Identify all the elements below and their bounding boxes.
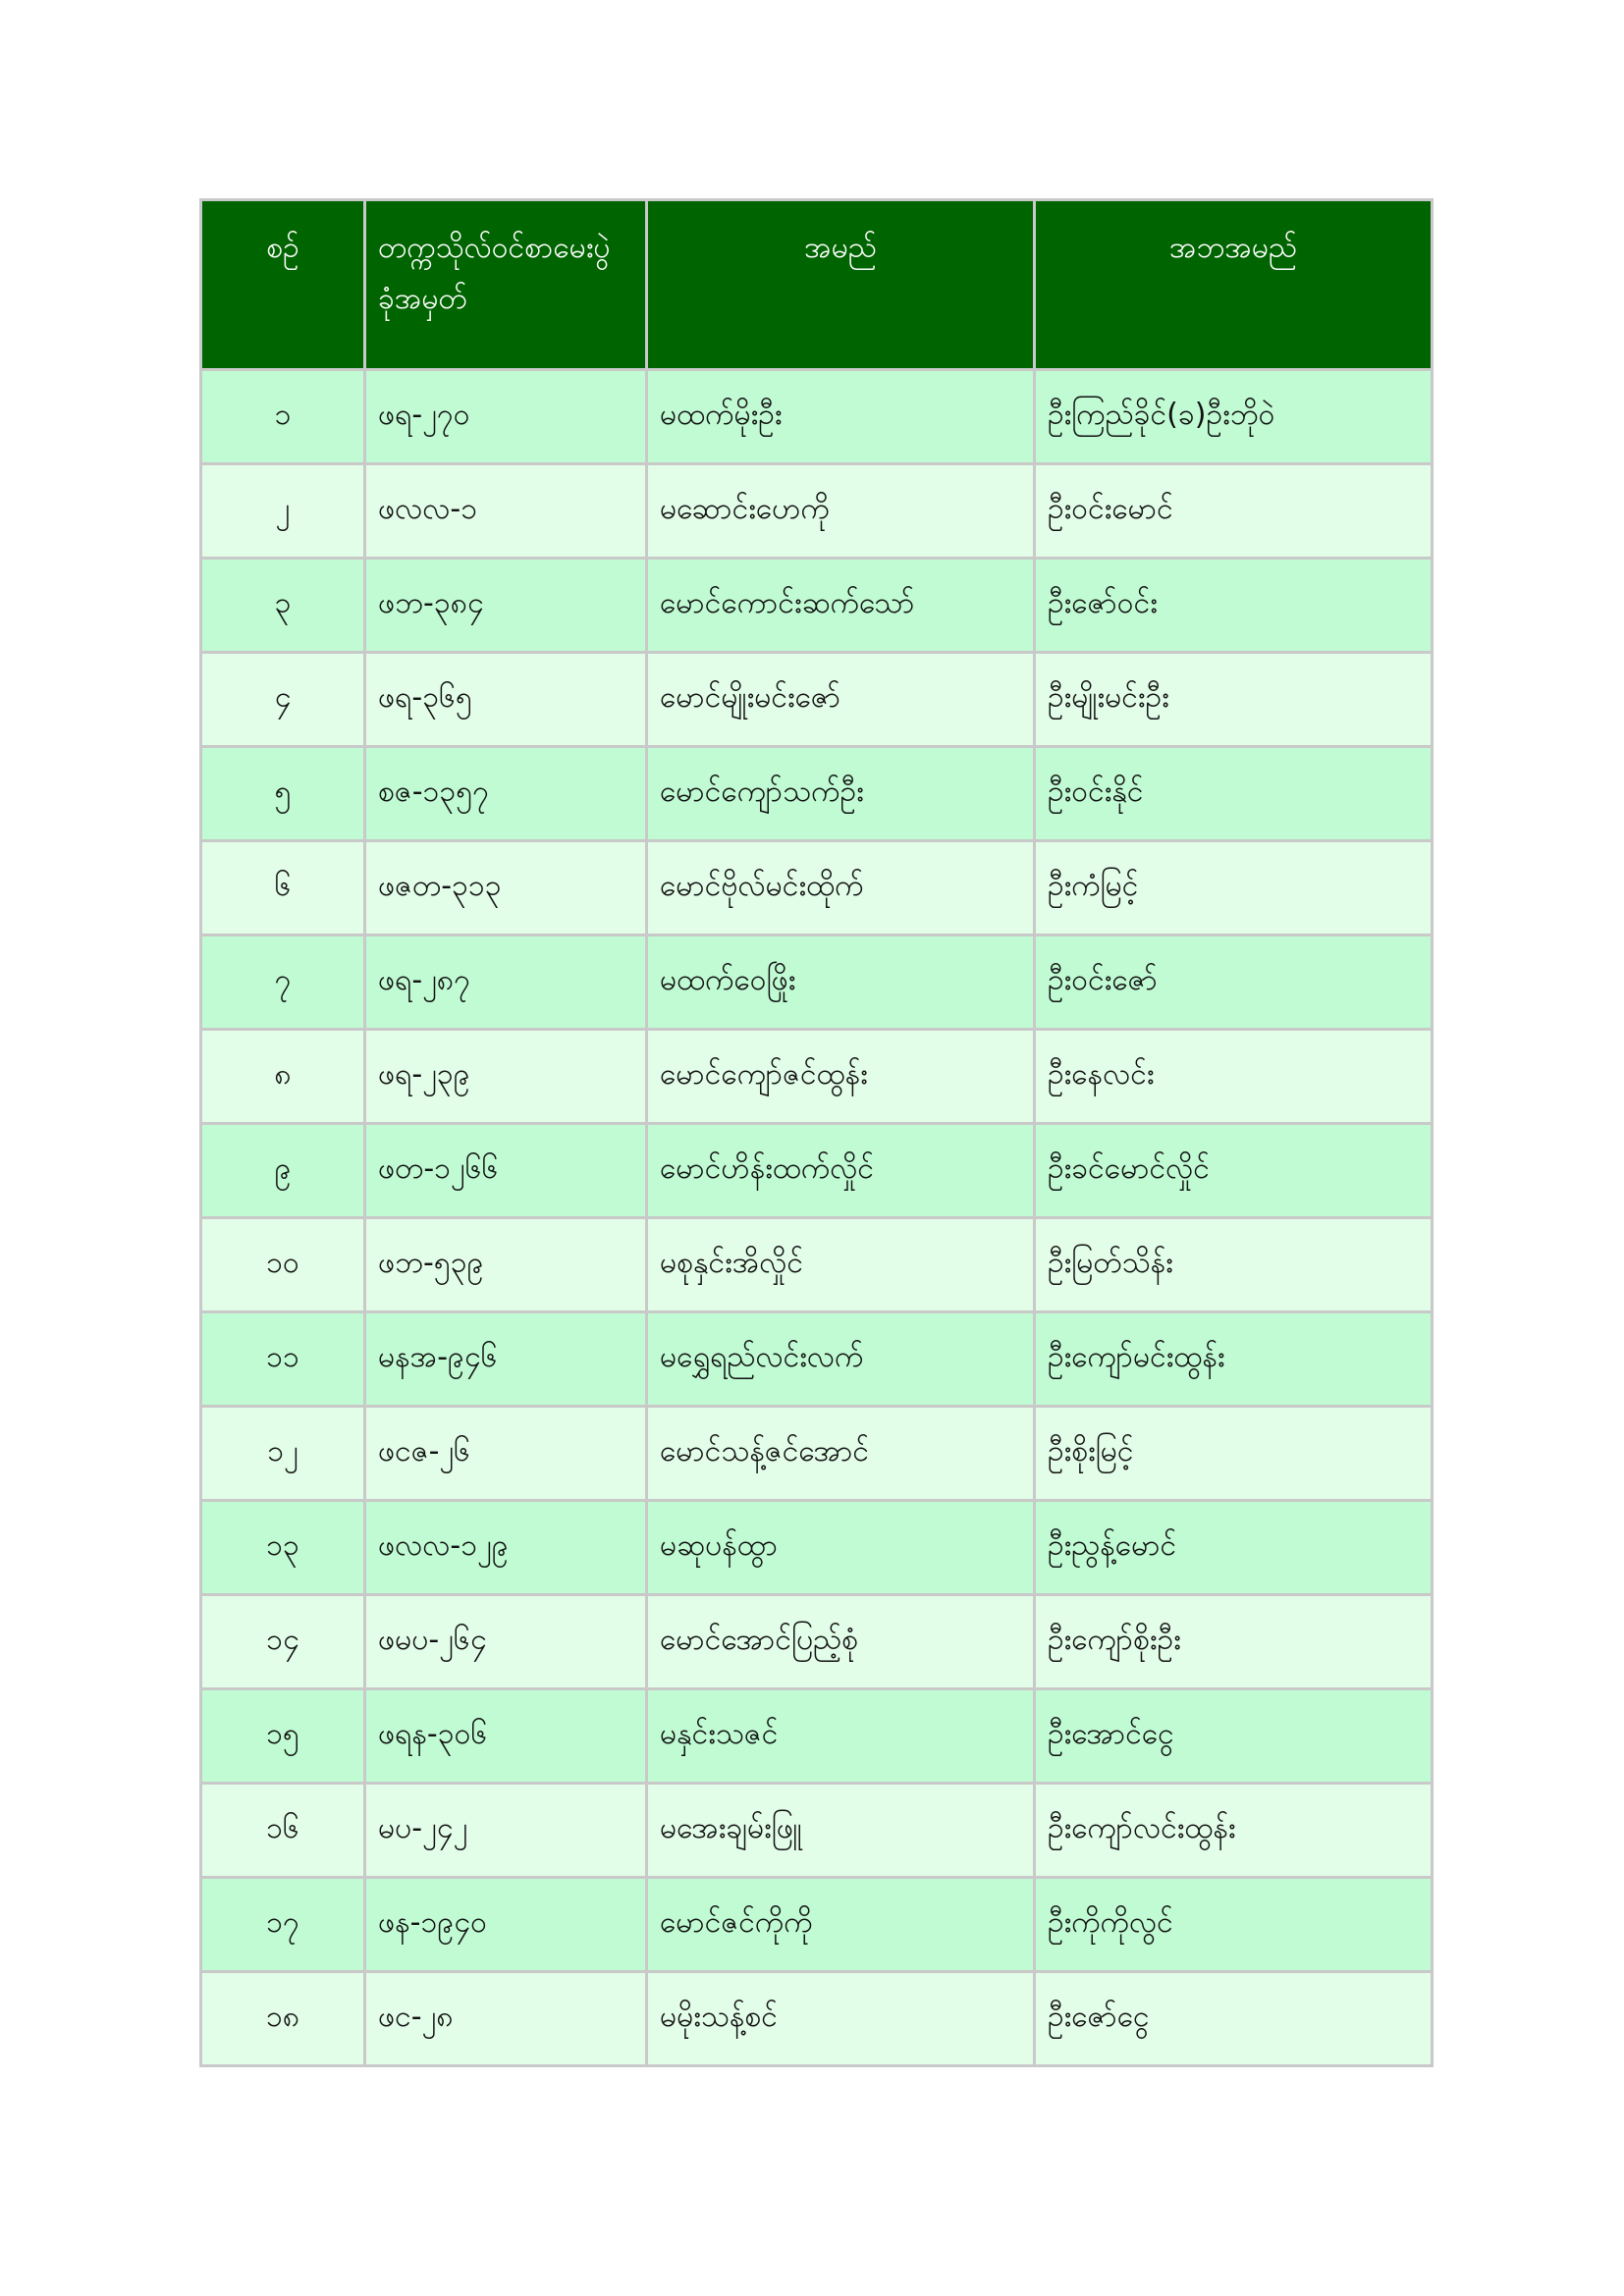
results-table bbox=[199, 198, 1434, 2067]
cell-father-name: ဦးဝင်းမောင် bbox=[1035, 464, 1433, 559]
cell-no: ၁၄ bbox=[201, 1595, 365, 1689]
cell-no: ၆ bbox=[201, 841, 365, 935]
cell-father-name: ဦးကျော်မင်းထွန်း bbox=[1035, 1312, 1433, 1407]
cell-roll-number: ဖငဇ-၂၆ bbox=[365, 1407, 647, 1501]
cell-father-name: ဦးခင်မောင်လှိုင် bbox=[1035, 1124, 1433, 1218]
cell-no: ၁၆ bbox=[201, 1784, 365, 1878]
cell-no: ၁၃ bbox=[201, 1501, 365, 1595]
cell-roll-number: ဖမပ-၂၆၄ bbox=[365, 1595, 647, 1689]
cell-roll-number: ဖလလ-၁၂၉ bbox=[365, 1501, 647, 1595]
cell-no: ၁၈ bbox=[201, 1972, 365, 2066]
table-row bbox=[201, 1030, 1433, 1124]
cell-name: မထက်မိုးဦး bbox=[647, 370, 1035, 464]
table-row bbox=[201, 1312, 1433, 1407]
cell-roll-number: ဖဇတ-၃၁၃ bbox=[365, 841, 647, 935]
cell-father-name: ဦးမြတ်သိန်း bbox=[1035, 1218, 1433, 1312]
cell-no: ၈ bbox=[201, 1030, 365, 1124]
cell-no: ၁ bbox=[201, 370, 365, 464]
cell-no: ၁၅ bbox=[201, 1689, 365, 1784]
cell-roll-number: ဖန-၁၉၄၀ bbox=[365, 1878, 647, 1972]
cell-father-name: ဦးကျော်လင်းထွန်း bbox=[1035, 1784, 1433, 1878]
cell-roll-number: စဇ-၁၃၅၇ bbox=[365, 747, 647, 841]
table-row bbox=[201, 1501, 1433, 1595]
cell-father-name: ဦးကျော်စိုးဦး bbox=[1035, 1595, 1433, 1689]
cell-father-name: ဦးညွန့်မောင် bbox=[1035, 1501, 1433, 1595]
cell-name: မဆုပန်ထွာ bbox=[647, 1501, 1035, 1595]
cell-no: ၇ bbox=[201, 935, 365, 1030]
table-row bbox=[201, 1218, 1433, 1312]
cell-roll-number: ဖရ-၂၃၉ bbox=[365, 1030, 647, 1124]
table-row bbox=[201, 747, 1433, 841]
cell-name: မောင်မျိုးမင်းဇော် bbox=[647, 653, 1035, 747]
cell-roll-number: မပ-၂၄၂ bbox=[365, 1784, 647, 1878]
cell-father-name: ဦးဝင်းဇော် bbox=[1035, 935, 1433, 1030]
cell-father-name: ဦးကံမြင့် bbox=[1035, 841, 1433, 935]
cell-name: မောင်ဟိန်းထက်လှိုင် bbox=[647, 1124, 1035, 1218]
cell-no: ၁၀ bbox=[201, 1218, 365, 1312]
cell-no: ၃ bbox=[201, 559, 365, 653]
table-row bbox=[201, 559, 1433, 653]
cell-father-name: ဦးနေလင်း bbox=[1035, 1030, 1433, 1124]
cell-no: ၉ bbox=[201, 1124, 365, 1218]
cell-no: ၂ bbox=[201, 464, 365, 559]
header-father-name: အဘအမည် bbox=[1035, 200, 1433, 370]
cell-name: မောင်အောင်ပြည့်စုံ bbox=[647, 1595, 1035, 1689]
header-roll-number: တက္ကသိုလ်ဝင်စာမေးပွဲ ခုံအမှတ် bbox=[365, 200, 647, 370]
cell-father-name: ဦးဇော်ငွေ bbox=[1035, 1972, 1433, 2066]
table-row bbox=[201, 1784, 1433, 1878]
cell-name: မောင်ဗိုလ်မင်းထိုက် bbox=[647, 841, 1035, 935]
cell-no: ၄ bbox=[201, 653, 365, 747]
table-body bbox=[201, 370, 1433, 2066]
cell-name: မောင်ကျော်ဇင်ထွန်း bbox=[647, 1030, 1035, 1124]
cell-no: ၅ bbox=[201, 747, 365, 841]
table-row bbox=[201, 1878, 1433, 1972]
cell-name: မောင်ကျော်သက်ဦး bbox=[647, 747, 1035, 841]
table-row bbox=[201, 1407, 1433, 1501]
cell-name: မောင်ကောင်းဆက်သော် bbox=[647, 559, 1035, 653]
cell-roll-number: မနအ-၉၄၆ bbox=[365, 1312, 647, 1407]
cell-roll-number: ဖရ-၃၆၅ bbox=[365, 653, 647, 747]
cell-name: မထက်ဝေဖြိုး bbox=[647, 935, 1035, 1030]
cell-name: မရွှေရည်လင်းလက် bbox=[647, 1312, 1035, 1407]
cell-name: မစုနှင်းအိလှိုင် bbox=[647, 1218, 1035, 1312]
cell-roll-number: ဖဘ-၃၈၄ bbox=[365, 559, 647, 653]
cell-name: မောင်ဇင်ကိုကို bbox=[647, 1878, 1035, 1972]
cell-father-name: ဦးကြည်ခိုင်(ခ)ဦးဘိုဝဲ bbox=[1035, 370, 1433, 464]
cell-father-name: ဦးဝင်းနိုင် bbox=[1035, 747, 1433, 841]
header-name: အမည် bbox=[647, 200, 1035, 370]
cell-father-name: ဦးမျိုးမင်းဦး bbox=[1035, 653, 1433, 747]
cell-name: မအေးချမ်းဖြူ bbox=[647, 1784, 1035, 1878]
cell-father-name: ဦးအောင်ငွေ bbox=[1035, 1689, 1433, 1784]
table-header-row bbox=[201, 200, 1433, 370]
table-row bbox=[201, 935, 1433, 1030]
cell-roll-number: ဖဘ-၅၃၉ bbox=[365, 1218, 647, 1312]
table-row bbox=[201, 370, 1433, 464]
cell-roll-number: ဖင-၂၈ bbox=[365, 1972, 647, 2066]
table-row bbox=[201, 1595, 1433, 1689]
cell-name: မနှင်းသဇင် bbox=[647, 1689, 1035, 1784]
table-row bbox=[201, 1689, 1433, 1784]
cell-roll-number: ဖရ-၂၇၀ bbox=[365, 370, 647, 464]
table-row bbox=[201, 464, 1433, 559]
table-row bbox=[201, 841, 1433, 935]
cell-roll-number: ဖလလ-၁ bbox=[365, 464, 647, 559]
cell-father-name: ဦးကိုကိုလွင် bbox=[1035, 1878, 1433, 1972]
cell-father-name: ဦးစိုးမြင့် bbox=[1035, 1407, 1433, 1501]
table-row bbox=[201, 1972, 1433, 2066]
cell-no: ၁၂ bbox=[201, 1407, 365, 1501]
table-row bbox=[201, 1124, 1433, 1218]
table-row bbox=[201, 653, 1433, 747]
cell-father-name: ဦးဇော်ဝင်း bbox=[1035, 559, 1433, 653]
cell-roll-number: ဖတ-၁၂၆၆ bbox=[365, 1124, 647, 1218]
cell-roll-number: ဖရန-၃၀၆ bbox=[365, 1689, 647, 1784]
cell-name: မဆောင်းဟေကို bbox=[647, 464, 1035, 559]
cell-name: မောင်သန့်ဇင်အောင် bbox=[647, 1407, 1035, 1501]
cell-name: မမိုးသန့်စင် bbox=[647, 1972, 1035, 2066]
cell-roll-number: ဖရ-၂၈၇ bbox=[365, 935, 647, 1030]
header-no: စဉ် bbox=[201, 200, 365, 370]
cell-no: ၁၇ bbox=[201, 1878, 365, 1972]
cell-no: ၁၁ bbox=[201, 1312, 365, 1407]
